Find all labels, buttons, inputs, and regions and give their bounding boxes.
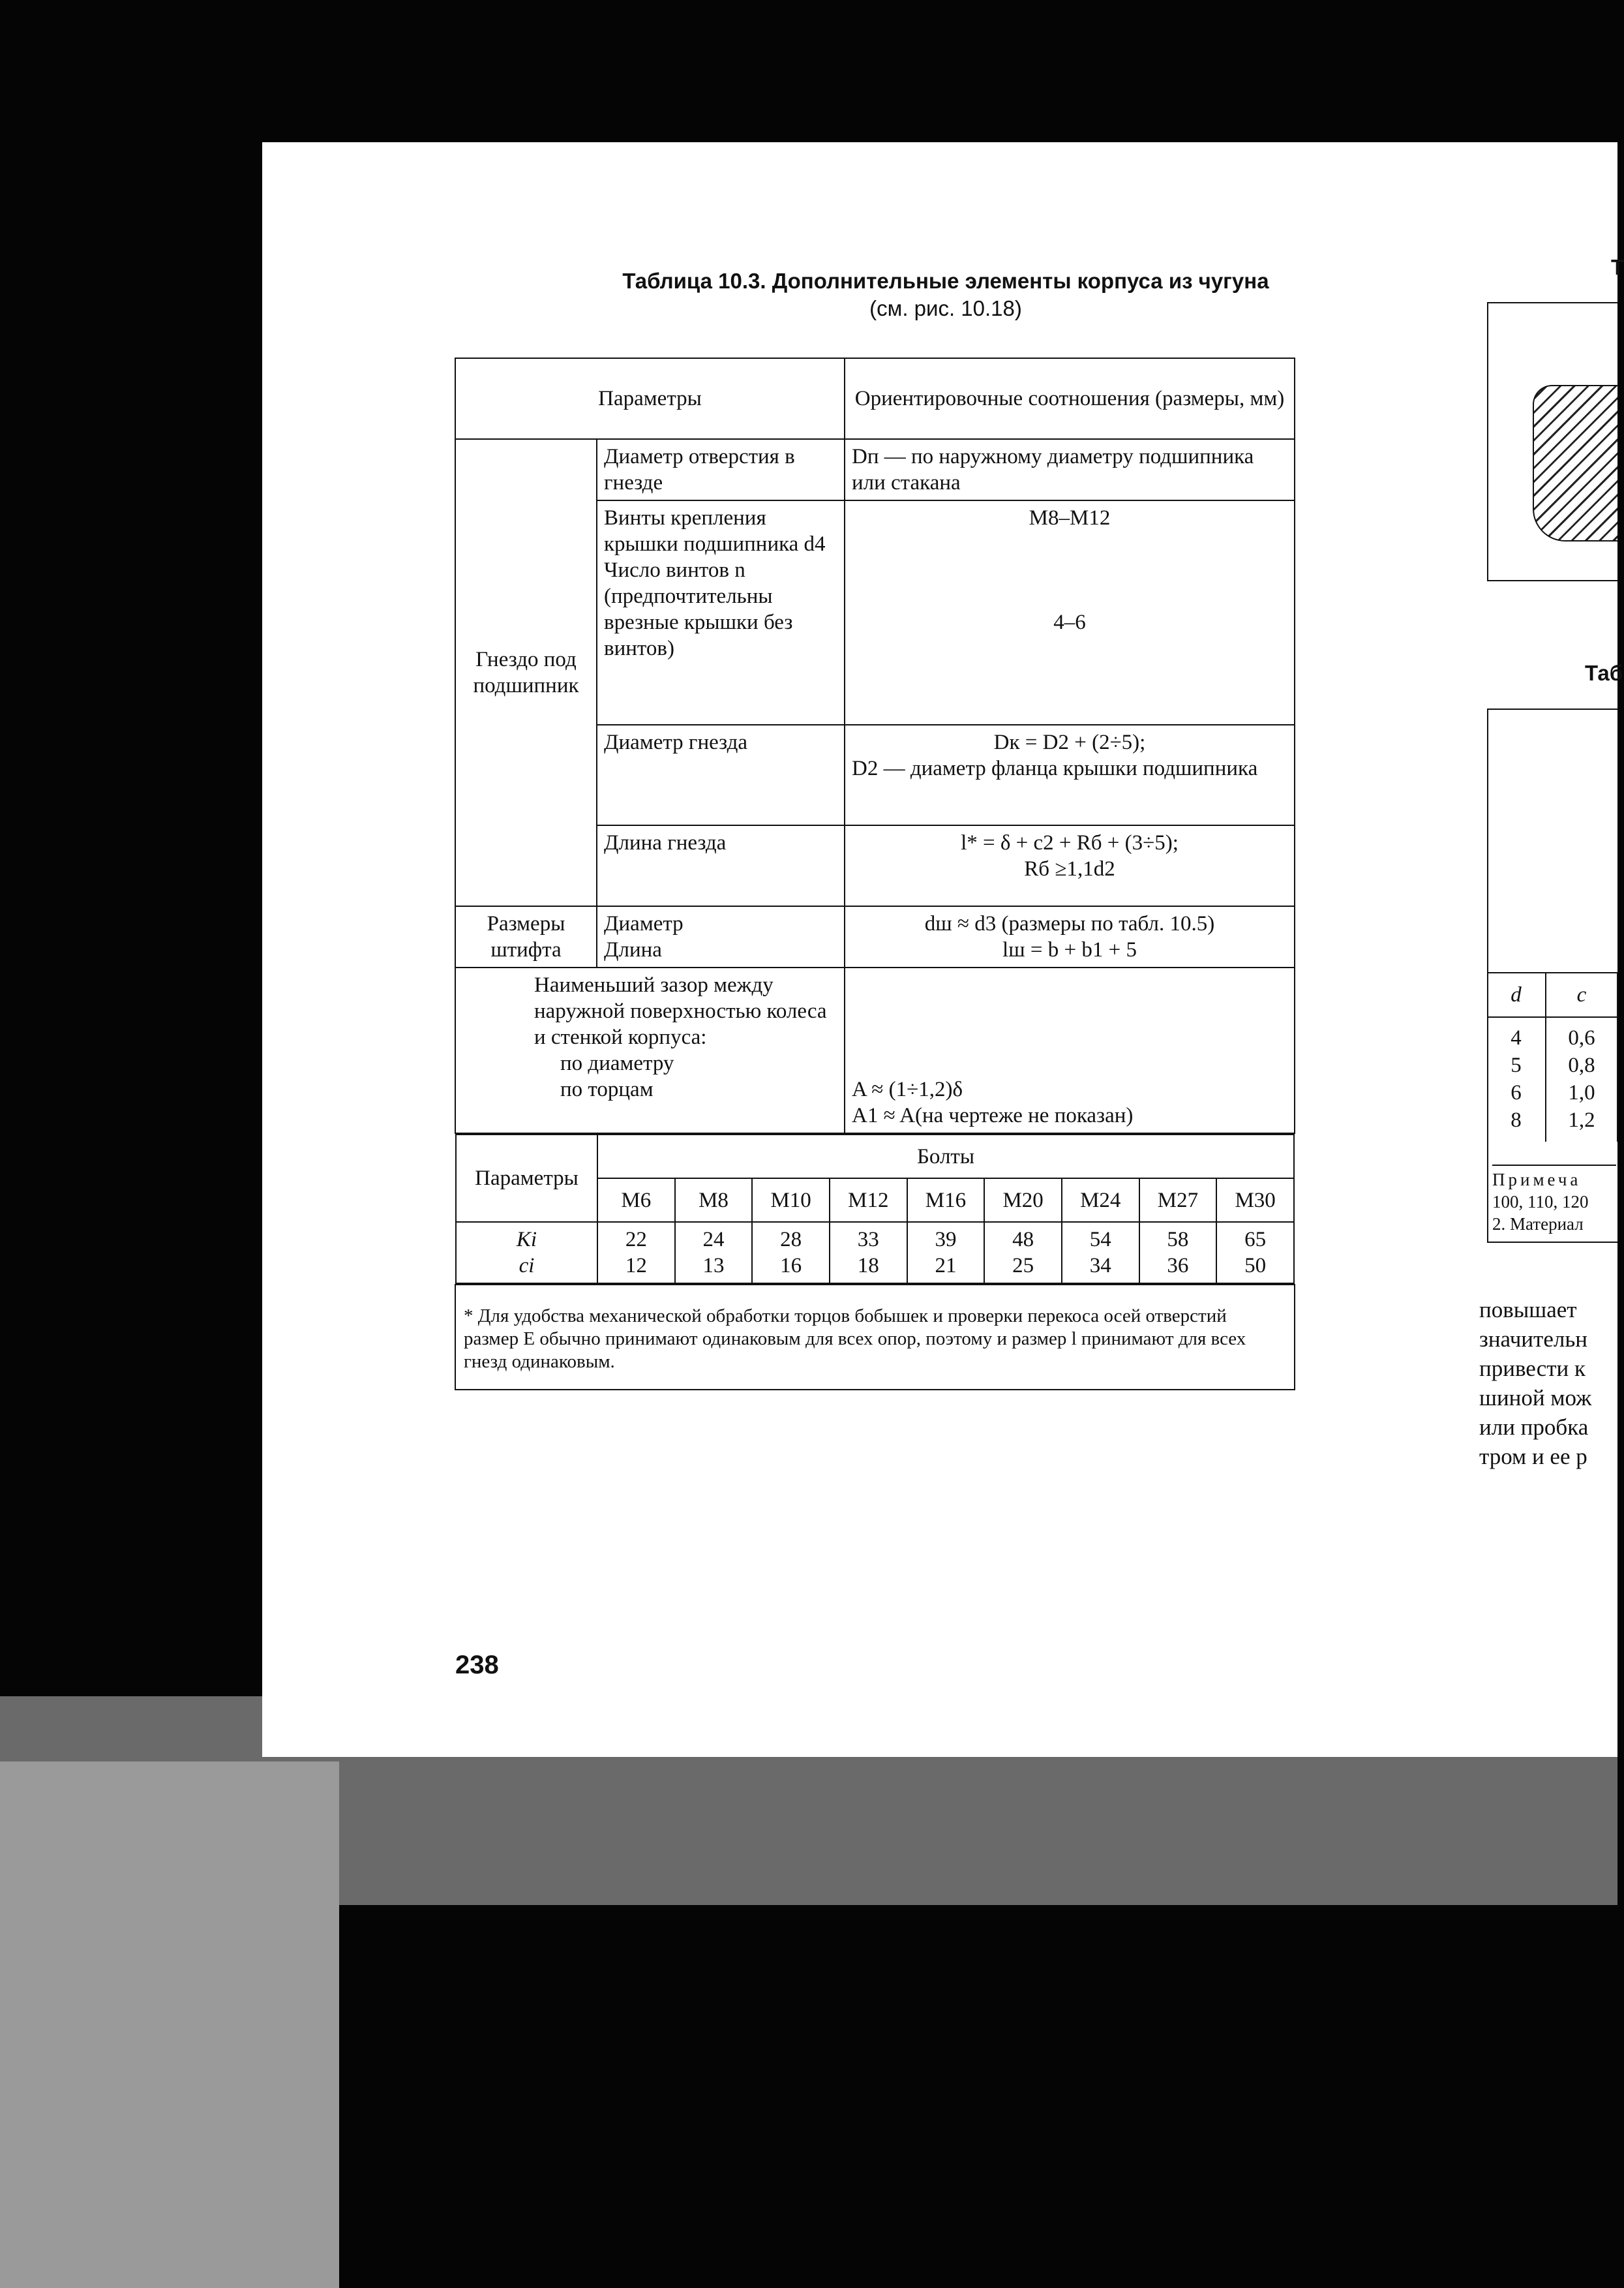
kc-cell (1062, 1222, 1139, 1283)
right-cell: 0,6 (1546, 1017, 1617, 1052)
c-value: 50 (1244, 1254, 1267, 1277)
bolts-title: Болты (597, 1135, 1294, 1178)
row-nestdiam-param: Диаметр гнезда (597, 725, 845, 825)
nestlen-condition: Rб ≥1,1d2 (1024, 857, 1115, 881)
k-value: 28 (780, 1228, 802, 1251)
right-note-1: Примеча (1492, 1165, 1616, 1191)
right-paragraph (1479, 1295, 1617, 1471)
row-gap-value (845, 968, 1295, 1133)
kc-cell (984, 1222, 1062, 1283)
k-label-text: Ki (516, 1228, 537, 1251)
row-hole-param: Диаметр отверстия в гнезде (597, 439, 845, 500)
kc-cell (597, 1222, 675, 1283)
k-value: 39 (935, 1228, 957, 1251)
k-value: 54 (1089, 1228, 1111, 1251)
c-value: 36 (1167, 1254, 1189, 1277)
right-figure-hatch (1533, 385, 1617, 541)
pin-diam-param: Диаметр (604, 912, 684, 936)
gap-diam-value: A ≈ (1÷1,2)δ (852, 1078, 963, 1101)
right-cell: 4 (1487, 1017, 1546, 1052)
right-cell: 8 (1487, 1106, 1546, 1142)
nestdiam-note: D2 — диаметр фланца крышки подшипника (852, 757, 1258, 780)
k-value: 65 (1244, 1228, 1267, 1251)
row-nestdiam-value (845, 725, 1295, 825)
group-pin: Размеры штифта (455, 906, 597, 968)
right-para-line: значительн (1479, 1326, 1588, 1352)
c-value: 12 (625, 1254, 647, 1277)
right-para-line: шиной мож (1479, 1385, 1592, 1411)
bolt-size: M16 (907, 1178, 985, 1222)
table-footnote: * Для удобства механической обработки торцов бобышек и проверки перекоса осей отверстий размер E обычно принимают одинаковым для всех опор, поэтому и размер l принимают для всех гнезд одинаковым. (455, 1285, 1295, 1390)
row-screws-value (845, 500, 1295, 725)
k-value: 22 (625, 1228, 647, 1251)
k-value: 33 (857, 1228, 879, 1251)
pin-len-value: lш = b + b1 + 5 (1002, 938, 1137, 962)
count-value-text: 4–6 (1053, 611, 1086, 634)
k-value: 58 (1167, 1228, 1189, 1251)
bolt-size: M30 (1216, 1178, 1294, 1222)
header-params: Параметры (455, 358, 845, 439)
bolt-size: M10 (752, 1178, 830, 1222)
right-para-line: тром и ее р (1479, 1444, 1587, 1469)
k-value: 48 (1012, 1228, 1034, 1251)
bolt-size: M12 (830, 1178, 907, 1222)
right-para-line: повышает (1479, 1297, 1577, 1322)
pin-diam-value: dш ≈ d3 (размеры по табл. 10.5) (924, 912, 1215, 936)
right-cell: 1,0 (1546, 1079, 1617, 1106)
scan-shadow-left (0, 1762, 339, 2288)
right-para-line: привести к (1479, 1356, 1586, 1381)
right-cell: 0,8 (1546, 1052, 1617, 1079)
gap-diam-param: по диаметру (560, 1052, 674, 1075)
count-param-text: Число винтов n (предпочтительны врезные крышки без винтов) (604, 558, 793, 660)
right-cell: 5 (1487, 1052, 1546, 1079)
bolt-size: M20 (984, 1178, 1062, 1222)
kc-cell (1139, 1222, 1217, 1283)
table-10-3 (455, 358, 1295, 1390)
screws-param-text: Винты крепления крышки подшипника d4 (604, 506, 826, 556)
row-gap-param (455, 968, 845, 1133)
gap-title: Наименьший зазор между наружной поверхностью колеса и стенкой корпуса: (534, 973, 827, 1049)
screws-value-text: M8–M12 (1029, 506, 1111, 530)
row-pin-value (845, 906, 1295, 968)
header-relations: Ориентировочные соотношения (размеры, мм) (845, 358, 1295, 439)
kc-cell (752, 1222, 830, 1283)
gap-face-param: по торцам (560, 1078, 654, 1101)
c-value: 21 (935, 1254, 957, 1277)
c-value: 25 (1012, 1254, 1034, 1277)
right-note (1492, 1165, 1616, 1235)
c-value: 13 (702, 1254, 725, 1277)
bolts-params: Параметры (456, 1135, 597, 1222)
table-title (457, 267, 1435, 322)
kc-cell (1216, 1222, 1294, 1283)
c-value: 18 (857, 1254, 879, 1277)
nestlen-formula: l* = δ + c2 + Rб + (3÷5); (961, 831, 1179, 855)
table-subtitle: (см. рис. 10.18) (869, 296, 1022, 320)
table-title-main: Таблица 10.3. Дополнительные элементы корпуса из чугуна (622, 269, 1269, 293)
c-label-text: ci (519, 1254, 535, 1277)
kc-cell (907, 1222, 985, 1283)
right-cell: 6 (1487, 1079, 1546, 1106)
k-value: 24 (702, 1228, 725, 1251)
c-value: 16 (780, 1254, 802, 1277)
bolt-size: M6 (597, 1178, 675, 1222)
page-number: 238 (455, 1651, 499, 1679)
row-screws-param (597, 500, 845, 725)
row-pin-param (597, 906, 845, 968)
row-nestlen-value (845, 825, 1295, 906)
group-nest: Гнездо под подшипник (455, 439, 597, 906)
right-note-3: 2. Материал (1492, 1214, 1584, 1234)
bolt-size: M24 (1062, 1178, 1139, 1222)
bolts-table (455, 1134, 1295, 1284)
bolt-size: M8 (675, 1178, 753, 1222)
row-nestlen-param: Длина гнезда (597, 825, 845, 906)
right-note-2: 100, 110, 120 (1492, 1192, 1589, 1212)
bolts-section (455, 1133, 1295, 1285)
right-col-d: d (1487, 973, 1546, 1017)
right-table (1487, 972, 1618, 1142)
kc-cell (675, 1222, 753, 1283)
right-para-line: или пробка (1479, 1414, 1589, 1440)
nestdiam-formula: Dк = D2 + (2÷5); (993, 731, 1146, 754)
k-label (456, 1222, 597, 1283)
bolt-size: M27 (1139, 1178, 1217, 1222)
right-title-fragment: Т (1611, 255, 1624, 279)
right-table-title-fragment: Таб (1585, 661, 1623, 685)
right-cell: 1,2 (1546, 1106, 1617, 1142)
row-hole-value: Dп — по наружному диаметру подшипника или стакана (845, 439, 1295, 500)
c-value: 34 (1089, 1254, 1111, 1277)
kc-cell (830, 1222, 907, 1283)
gap-face-value: A1 ≈ A(на чертеже не показан) (852, 1104, 1134, 1127)
pin-len-param: Длина (604, 938, 662, 962)
right-col-c: c (1546, 973, 1617, 1017)
